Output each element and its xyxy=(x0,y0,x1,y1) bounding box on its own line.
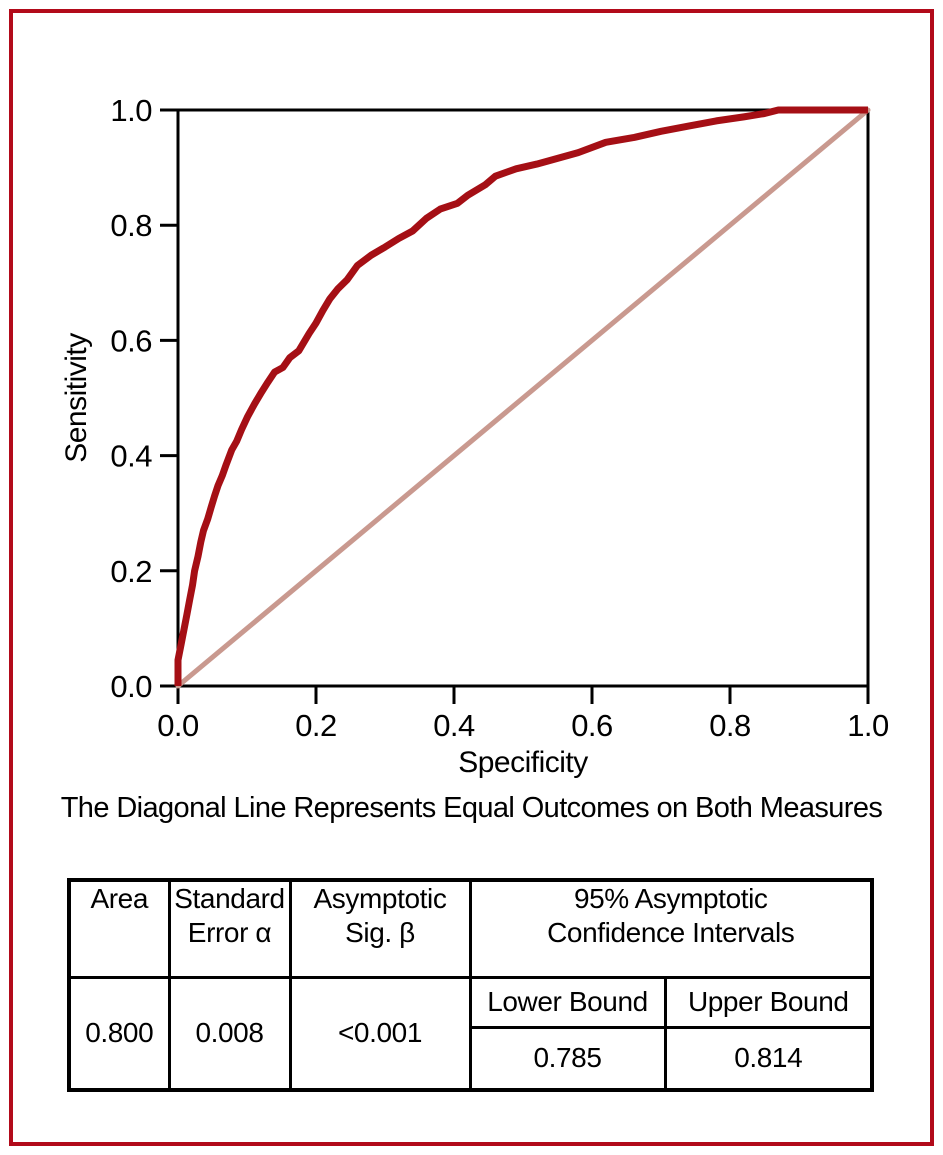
header-confidence-intervals: 95% Asymptotic Confidence Intervals xyxy=(470,880,872,977)
header-lower-bound: Lower Bound xyxy=(470,977,665,1027)
x-axis-label: Specificity xyxy=(458,746,588,779)
x-tick-label: 0.2 xyxy=(295,708,337,743)
y-tick-label: 0.0 xyxy=(110,669,152,704)
header-area: Area xyxy=(69,880,169,977)
header-asymptotic-sig: Asymptotic Sig. β xyxy=(290,880,470,977)
x-tick-label: 0.0 xyxy=(157,708,199,743)
x-tick-label: 0.4 xyxy=(433,708,475,743)
y-axis-label: Sensitivity xyxy=(60,333,93,463)
y-tick-label: 0.8 xyxy=(110,208,152,244)
y-tick-label: 0.2 xyxy=(110,553,152,589)
y-tick-label: 0.4 xyxy=(110,438,152,474)
x-tick-label: 1.0 xyxy=(847,708,889,743)
y-tick-label: 1.0 xyxy=(110,93,152,128)
header-upper-bound: Upper Bound xyxy=(665,977,872,1027)
value-asymptotic-sig: <0.001 xyxy=(290,977,470,1090)
auc-summary-table xyxy=(67,878,874,1092)
value-lower-bound: 0.785 xyxy=(470,1027,665,1090)
value-area: 0.800 xyxy=(69,977,169,1090)
x-tick-label: 0.8 xyxy=(709,708,751,743)
value-standard-error: 0.008 xyxy=(169,977,290,1090)
chart-caption: The Diagonal Line Represents Equal Outcomes on Both Measures xyxy=(60,792,883,824)
header-standard-error: Standard Error α xyxy=(169,880,290,977)
value-upper-bound: 0.814 xyxy=(665,1027,872,1090)
y-tick-label: 0.6 xyxy=(110,323,152,359)
x-tick-label: 0.6 xyxy=(571,708,613,743)
diagonal-reference-line xyxy=(178,110,868,686)
